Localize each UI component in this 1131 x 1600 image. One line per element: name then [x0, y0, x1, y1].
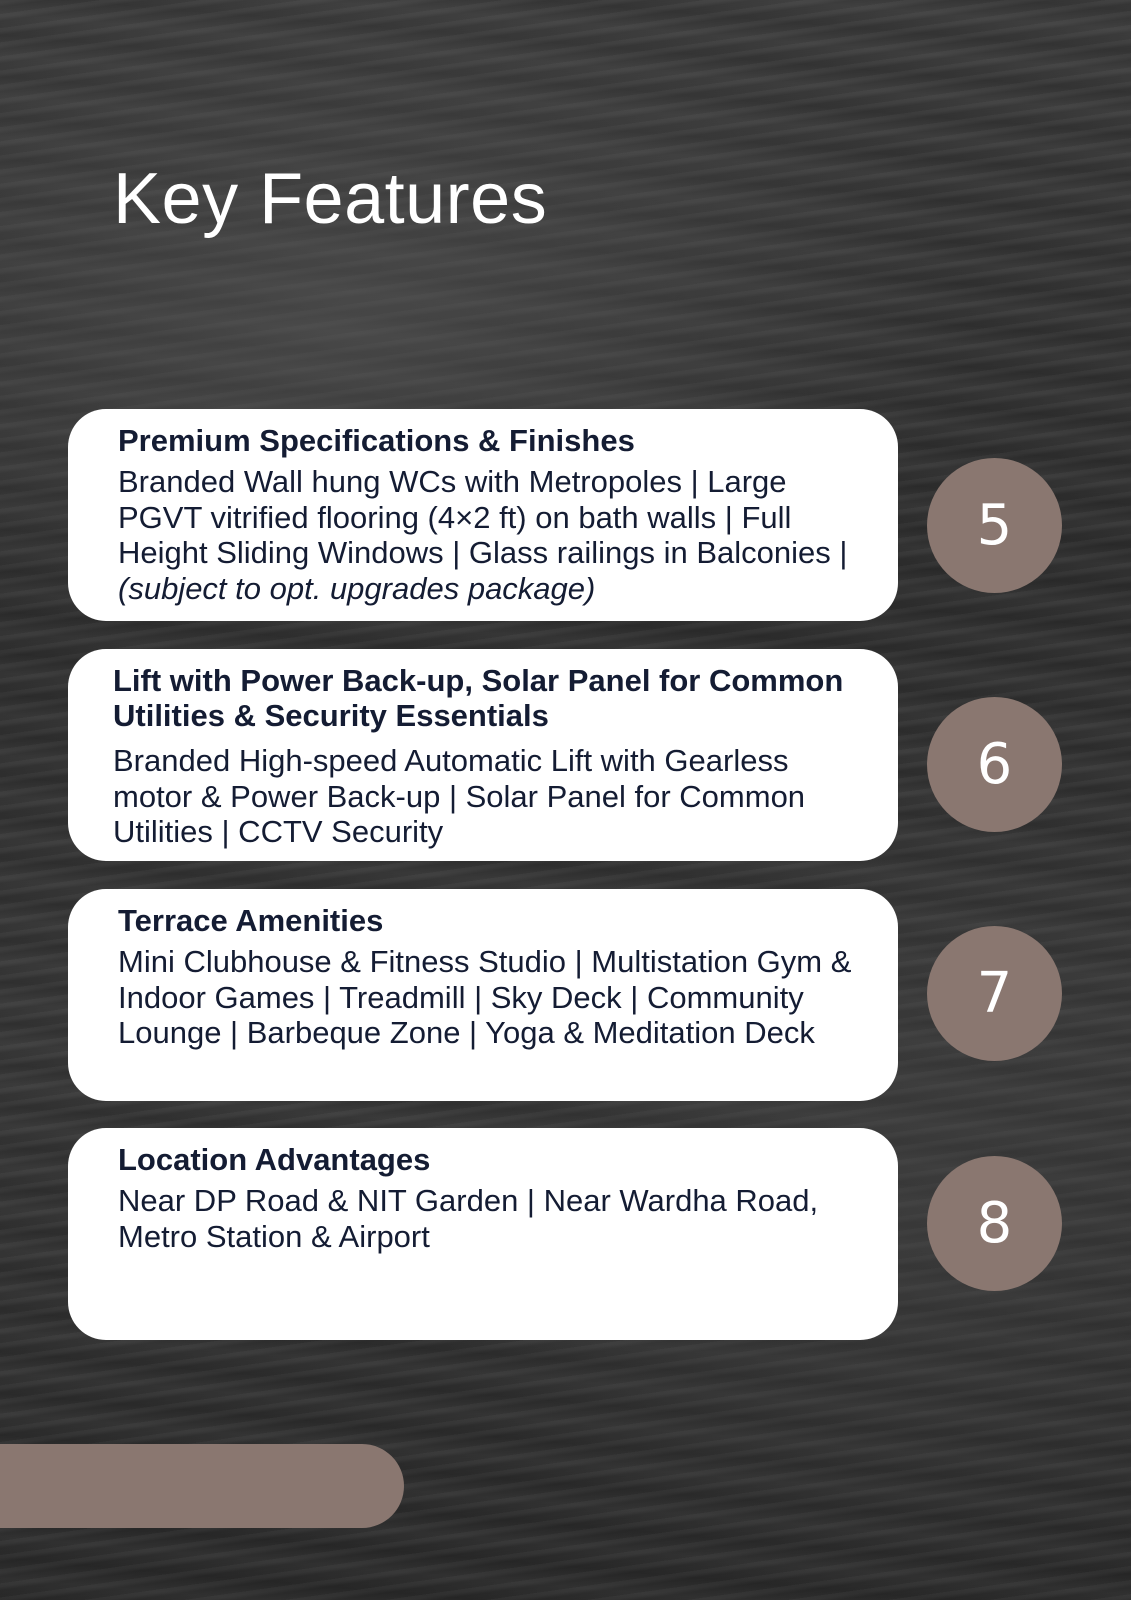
feature-card-terrace-amenities	[68, 889, 898, 1101]
feature-card-premium-specifications	[68, 409, 898, 621]
feature-description: Near DP Road & NIT Garden | Near Wardha Road, Metro Station & Airport	[118, 1183, 819, 1254]
footer-accent-bar	[0, 1444, 404, 1528]
feature-number-badge: 5	[927, 458, 1062, 593]
feature-title: Lift with Power Back-up, Solar Panel for Common Utilities & Security Essentials	[113, 663, 844, 733]
feature-description: Mini Clubhouse & Fitness Studio | Multistation Gym & Indoor Games | Treadmill | Sky Deck | Community Lounge | Barbeque Zone | Yoga & Meditation Deck	[118, 944, 852, 1050]
feature-description-text: Branded Wall hung WCs with Metropoles | Large PGVT vitrified flooring (4×2 ft) on bath walls | Full Height Sliding Windows | Glass railings in Balconies |	[118, 464, 848, 570]
feature-description: Branded High-speed Automatic Lift with Gearless motor & Power Back-up | Solar Panel for Common Utilities | CCTV Security	[113, 743, 806, 849]
feature-note: (subject to opt. upgrades package)	[118, 570, 596, 606]
feature-card-location-advantages	[68, 1128, 898, 1340]
feature-title: Premium Specifications & Finishes	[118, 423, 635, 458]
feature-number-badge: 8	[927, 1156, 1062, 1291]
page-title: Key Features	[113, 159, 548, 239]
feature-title: Terrace Amenities	[118, 903, 384, 938]
feature-card-lift-solar-security	[68, 649, 898, 861]
feature-number-badge: 7	[927, 926, 1062, 1061]
feature-description	[118, 464, 868, 606]
feature-number-badge: 6	[927, 697, 1062, 832]
feature-title: Location Advantages	[118, 1142, 431, 1177]
